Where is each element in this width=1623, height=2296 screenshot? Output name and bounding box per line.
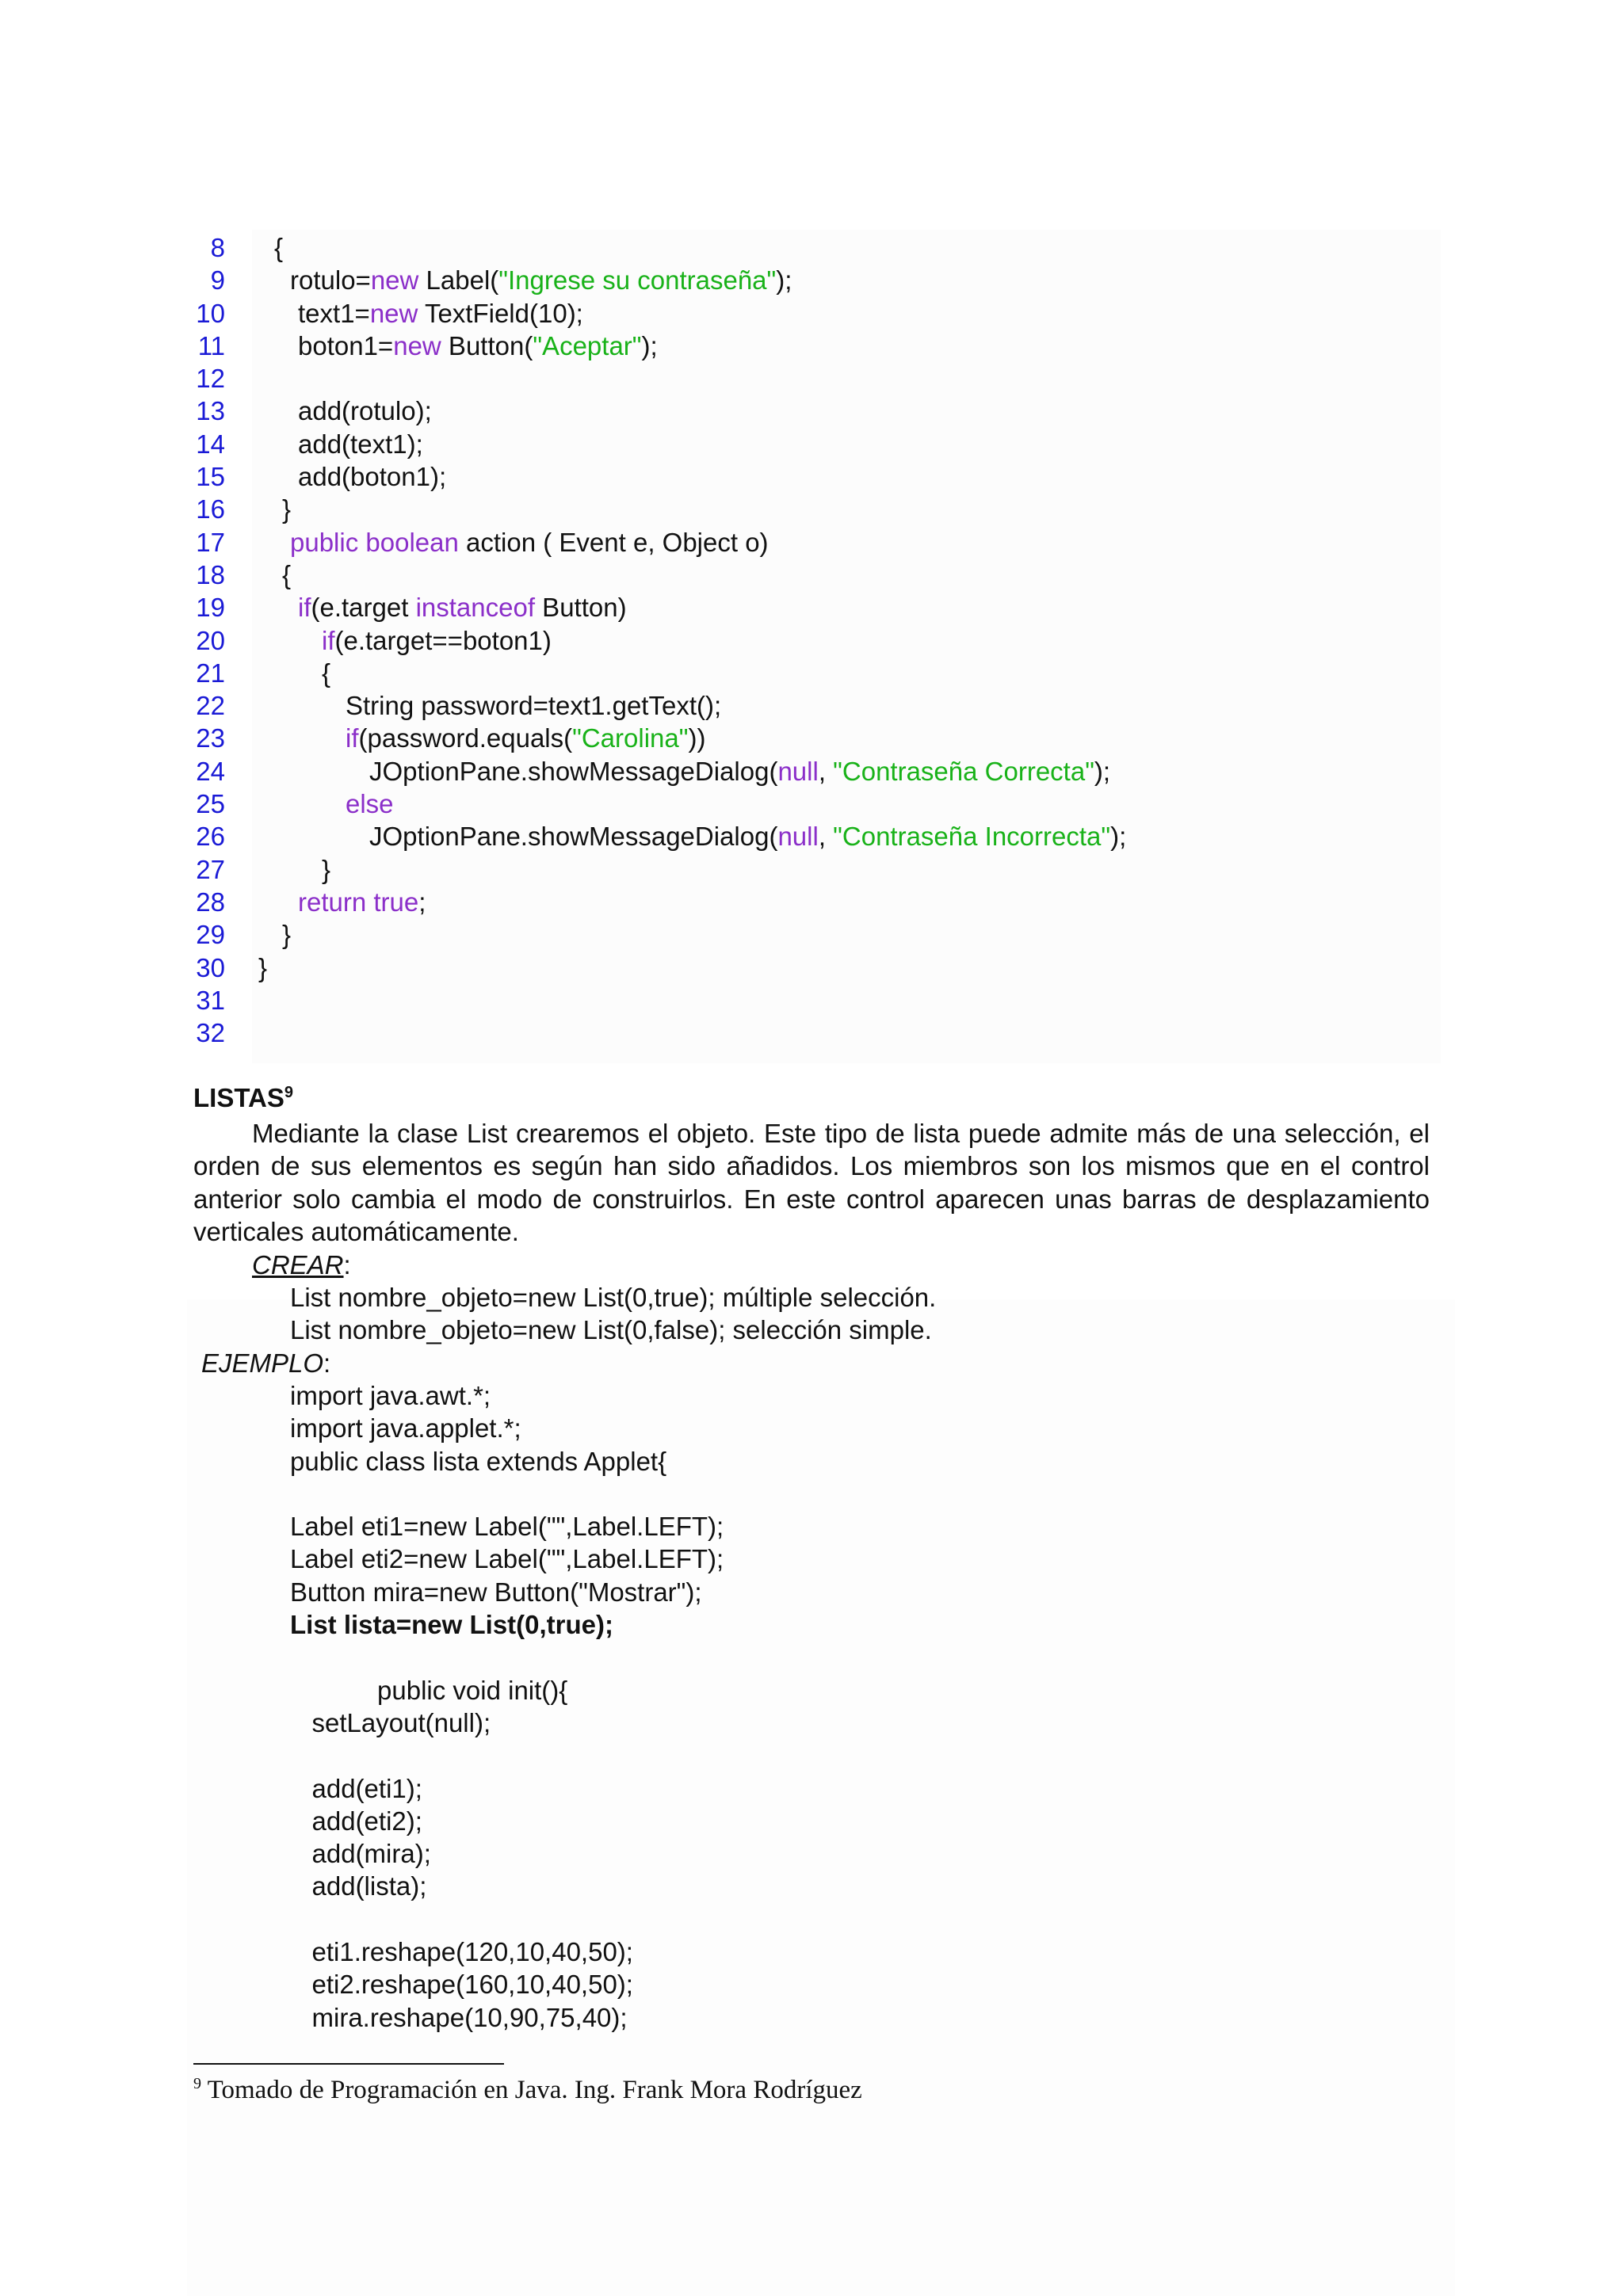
line-code — [298, 297, 583, 330]
line-number: 32 — [196, 1018, 225, 1048]
crear-line: List nombre_objeto=new List(0,true); múltiple selección. — [290, 1283, 937, 1312]
example-code-line: add(lista); — [290, 1871, 427, 1901]
line-number: 26 — [196, 822, 225, 852]
code-token: boton1= — [298, 330, 394, 360]
example-code-line: add(eti1); — [290, 1773, 422, 1803]
footnote-number: 9 — [193, 2075, 201, 2092]
footnote-separator — [193, 2063, 504, 2065]
line-number: 22 — [196, 691, 225, 721]
line-number: 29 — [196, 920, 225, 950]
line-code — [258, 952, 267, 984]
example-code-line: Button mira=new Button("Mostrar"); — [290, 1577, 702, 1607]
line-number: 17 — [196, 527, 225, 557]
code-token: String password=text1.getText(); — [346, 691, 722, 721]
section-title: LISTAS — [193, 1083, 285, 1112]
code-token: (e.target==boton1) — [334, 625, 552, 655]
line-code — [298, 460, 446, 493]
example-code-line: import java.awt.*; — [290, 1381, 491, 1410]
code-token: add(boton1); — [298, 462, 447, 492]
ejemplo-label: EJEMPLO: — [201, 1348, 331, 1378]
example-code-line: public class lista extends Applet{ — [290, 1446, 667, 1476]
code-token: { — [274, 233, 284, 262]
code-token: } — [258, 952, 268, 982]
line-code — [290, 526, 769, 559]
line-code — [274, 231, 283, 264]
footnote-ref: 9 — [284, 1084, 294, 1101]
code-token: rotulo= — [290, 265, 371, 296]
line-code — [322, 853, 330, 886]
line-number: 31 — [196, 985, 225, 1015]
line-number: 9 — [210, 265, 225, 296]
line-number: 8 — [210, 233, 225, 262]
line-code — [369, 755, 1110, 788]
example-code-line — [290, 1739, 724, 1772]
code-token: TextField(10); — [418, 298, 583, 328]
crear-lines — [290, 1281, 936, 1347]
code-token: Button) — [535, 593, 627, 623]
line-number: 16 — [196, 494, 225, 524]
line-number: 30 — [196, 952, 225, 982]
keyword-token: null — [777, 822, 819, 852]
line-code — [290, 264, 792, 296]
string-token: "Contraseña Incorrecta" — [833, 822, 1111, 852]
code-token: JOptionPane.showMessageDialog( — [369, 756, 778, 786]
code-token: action ( Event e, Object o) — [458, 527, 769, 557]
line-code — [282, 559, 291, 591]
code-token — [366, 887, 373, 917]
string-token: "Carolina" — [572, 723, 689, 753]
keyword-token: return — [298, 887, 367, 917]
code-token: Button( — [441, 330, 533, 360]
crear-line: List nombre_objeto=new List(0,false); selección simple. — [290, 1315, 932, 1345]
code-token: Label( — [418, 265, 499, 296]
example-code-line: add(eti2); — [290, 1806, 422, 1836]
code-token: { — [282, 559, 292, 589]
example-code-line: Label eti1=new Label("",Label.LEFT); — [290, 1512, 724, 1542]
code-token: JOptionPane.showMessageDialog( — [369, 822, 778, 852]
keyword-token: true — [373, 887, 419, 917]
keyword-token: else — [346, 789, 394, 819]
line-number: 21 — [196, 658, 225, 688]
code-token: ); — [776, 265, 792, 296]
keyword-token: null — [777, 756, 819, 786]
code-token: )) — [688, 723, 706, 753]
line-number: 27 — [196, 854, 225, 884]
keyword-token: if — [346, 723, 359, 753]
code-token: ; — [418, 887, 426, 917]
example-code-line: Label eti2=new Label("",Label.LEFT); — [290, 1544, 724, 1574]
line-code — [298, 591, 627, 624]
line-number: 24 — [196, 756, 225, 786]
line-number: 12 — [196, 364, 225, 394]
example-code — [290, 1379, 724, 2034]
line-number: 20 — [196, 625, 225, 655]
line-code — [346, 788, 394, 820]
code-token: (password.equals( — [358, 723, 573, 753]
code-token: (e.target — [311, 593, 416, 623]
section-paragraph: Mediante la clase List crearemos el objeto. Este tipo de lista puede admite más de una selección, el orden de sus elementos es según han sido añadidos. Los miembros son los mismos que en el control anterior solo cambia el modo de construirlos. En este control aparecen unas barras de desplazamiento verticales automáticamente. — [193, 1119, 1430, 1246]
keyword-token: instanceof — [415, 593, 536, 623]
line-number: 28 — [196, 887, 225, 917]
keyword-token: new — [369, 298, 418, 328]
line-code — [298, 395, 432, 427]
footnote — [193, 2073, 862, 2107]
code-token: } — [282, 920, 292, 950]
example-code-line: eti1.reshape(120,10,40,50); — [290, 1937, 633, 1967]
keyword-token: if — [322, 625, 335, 655]
string-token: "Aceptar" — [533, 330, 642, 360]
keyword-token: new — [370, 265, 419, 296]
code-token: ); — [1094, 756, 1111, 786]
keyword-token: public — [290, 527, 359, 557]
line-number: 18 — [196, 559, 225, 589]
line-code — [282, 493, 291, 525]
code-token: ); — [1110, 822, 1127, 852]
code-token: text1= — [298, 298, 370, 328]
example-code-line — [290, 1903, 724, 1936]
keyword-token: new — [393, 330, 441, 360]
example-code-line: public void init(){ — [290, 1675, 568, 1705]
line-code — [346, 689, 721, 722]
example-code-line: add(mira); — [290, 1839, 431, 1869]
example-code-line: List lista=new List(0,true); — [290, 1610, 613, 1640]
ejemplo-label-text: EJEMPLO — [201, 1348, 324, 1378]
example-code-line: eti2.reshape(160,10,40,50); — [290, 1970, 633, 2000]
line-code — [346, 722, 705, 754]
string-token: "Ingrese su contraseña" — [498, 265, 777, 296]
line-code — [298, 428, 423, 460]
line-number: 13 — [196, 396, 225, 426]
code-token: ); — [641, 330, 658, 360]
line-code — [298, 886, 426, 918]
line-number: 10 — [196, 298, 225, 328]
crear-label: CREAR: — [252, 1250, 351, 1280]
line-code — [369, 820, 1126, 852]
example-code-line: import java.applet.*; — [290, 1413, 521, 1444]
section-heading — [193, 1081, 293, 1116]
line-code — [322, 624, 552, 657]
line-code — [298, 330, 658, 362]
line-number: 15 — [196, 462, 225, 492]
code-token: } — [282, 494, 292, 524]
example-code-line: setLayout(null); — [290, 1707, 491, 1737]
line-number: 11 — [197, 330, 225, 360]
example-code-line — [290, 1641, 724, 1673]
line-number: 23 — [196, 723, 225, 753]
line-number: 14 — [196, 429, 225, 459]
code-token: , — [818, 822, 834, 852]
line-code — [322, 657, 330, 689]
string-token: "Contraseña Correcta" — [833, 756, 1094, 786]
example-code-line — [290, 1478, 724, 1510]
line-code — [282, 918, 291, 951]
keyword-token: if — [298, 593, 311, 623]
line-number: 19 — [196, 593, 225, 623]
crear-label-text: CREAR — [252, 1250, 344, 1280]
footnote-text: Tomado de Programación en Java. Ing. Frank Mora Rodríguez — [201, 2076, 862, 2104]
code-token: { — [322, 658, 331, 688]
keyword-token: boolean — [365, 527, 459, 557]
code-token: } — [322, 854, 331, 884]
code-token: , — [818, 756, 834, 786]
example-code-line: mira.reshape(10,90,75,40); — [290, 2002, 628, 2032]
code-token: add(rotulo); — [298, 396, 432, 426]
line-number: 25 — [196, 789, 225, 819]
code-token: add(text1); — [298, 429, 423, 459]
